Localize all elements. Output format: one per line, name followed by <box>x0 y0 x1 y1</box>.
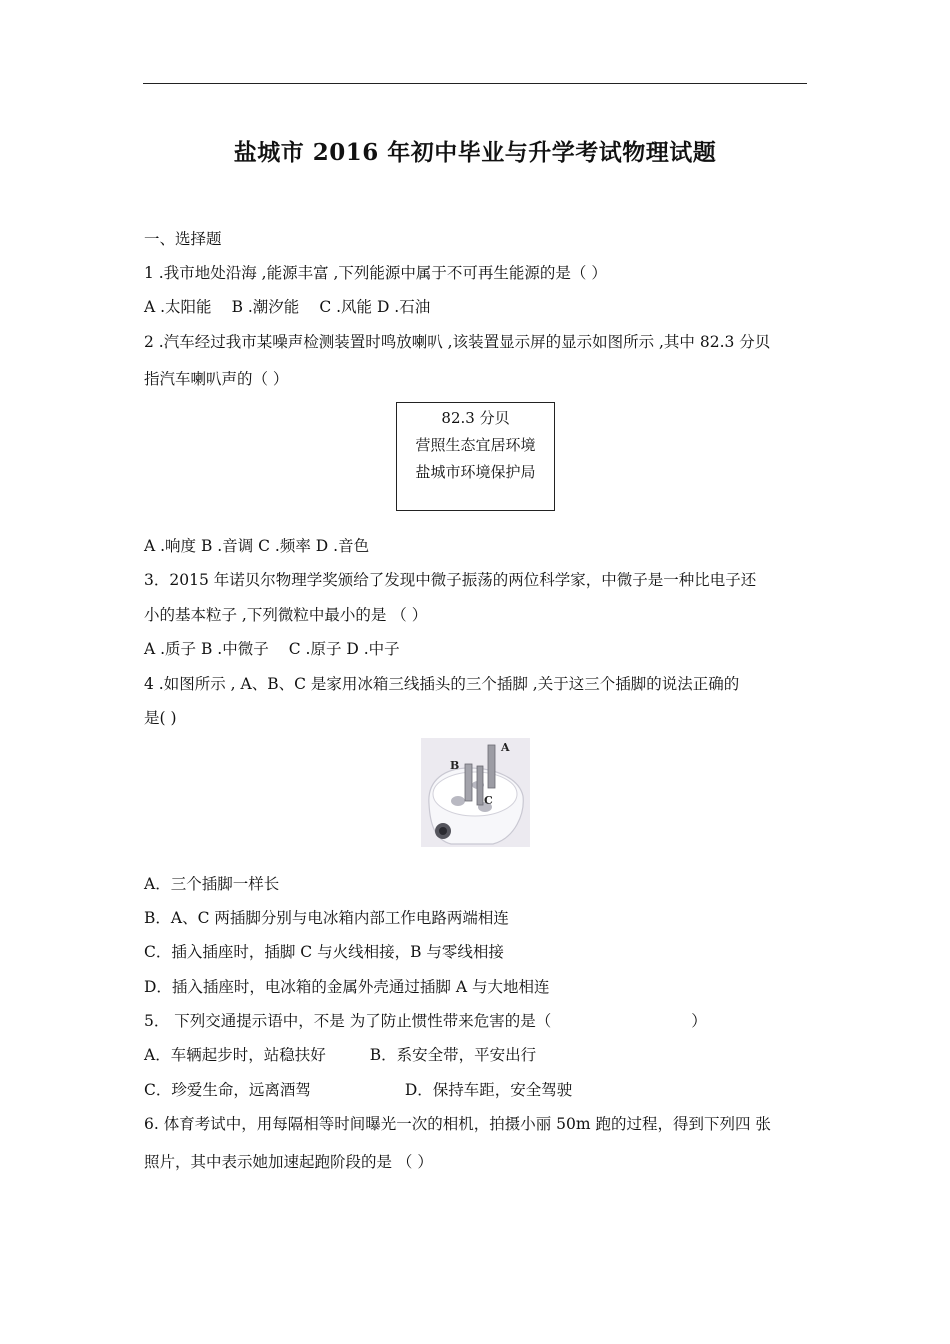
display-slogan: 营照生态宜居环境 <box>415 436 536 454</box>
display-reading: 82.3 分贝 <box>441 409 510 427</box>
q5-stem-text: 5． 下列交通提示语中，不是 为了防止惯性带来危害的是（ <box>144 1012 552 1030</box>
q1-option-cd: C .风能 D .石油 <box>319 298 431 316</box>
q2-options: A .响度 B .音调 C .频率 D .音色 <box>144 537 370 555</box>
q4-stem-line2: 是( ) <box>144 709 177 727</box>
q3-stem-line2: 小的基本粒子 ,下列微粒中最小的是 （ ） <box>144 606 428 624</box>
q5-options-row1 <box>144 1045 536 1065</box>
q6-stem-line1: 6. 体育考试中，用每隔相等时间曝光一次的相机，拍摄小丽 50m 跑的过程，得到下列四 张 <box>144 1115 771 1133</box>
q4-option-d: D．插入插座时，电冰箱的金属外壳通过插脚 A 与大地相连 <box>144 978 550 996</box>
q5-options-row2 <box>144 1080 572 1100</box>
q4-option-c: C．插入插座时，插脚 C 与火线相接，B 与零线相接 <box>144 943 504 961</box>
q2-stem-line2: 指汽车喇叭声的（ ） <box>144 370 289 388</box>
q6-stem-line2: 照片，其中表示她加速起跑阶段的是 （ ） <box>144 1153 433 1171</box>
q4-option-b: B．A、C 两插脚分别与电冰箱内部工作电路两端相连 <box>144 909 509 927</box>
display-agency: 盐城市环境保护局 <box>415 463 536 481</box>
pin-label-b: B <box>450 759 460 772</box>
pin-label-c: C <box>484 794 493 807</box>
q1-option-b: B .潮汐能 <box>231 298 300 316</box>
q1-stem: 1 .我市地处沿海 ,能源丰富 ,下列能源中属于不可再生能源的是（ ） <box>144 264 607 282</box>
q5-option-c: C．珍爱生命，远离酒驾 <box>144 1081 311 1099</box>
q3-options <box>144 639 400 659</box>
q3-option-ab: A .质子 B .中微子 <box>144 640 269 658</box>
section-heading: 一、选择题 <box>144 230 222 248</box>
q5-stem <box>144 1011 707 1031</box>
q4-option-a: A．三个插脚一样长 <box>144 875 280 893</box>
three-pin-plug-image <box>421 738 530 847</box>
q5-option-a: A．车辆起步时，站稳扶好 <box>144 1046 326 1064</box>
q2-stem-line1: 2 .汽车经过我市某噪声检测装置时鸣放喇叭 ,该装置显示屏的显示如图所示 ,其中 82.3 分贝 <box>144 333 771 351</box>
q3-stem-line1: 3．2015 年诺贝尔物理学奖颁给了发现中微子振荡的两位科学家，中微子是一种比电子还 <box>144 571 757 589</box>
q1-option-a: A .太阳能 <box>144 298 212 316</box>
q3-option-cd: C .原子 D .中子 <box>288 640 400 658</box>
q5-option-b: B．系安全带，平安出行 <box>369 1046 537 1064</box>
q4-stem-line1: 4 .如图所示 , A、B、C 是家用冰箱三线插头的三个插脚 ,关于这三个插脚的说法正确的 <box>144 675 740 693</box>
noise-display-figure <box>396 402 555 511</box>
q5-stem-close: ） <box>691 1012 707 1030</box>
q1-options <box>144 297 430 317</box>
pin-label-a: A <box>501 741 510 754</box>
page-title: 盐城市 2016 年初中毕业与升学考试物理试题 <box>233 139 717 166</box>
q5-option-d: D．保持车距，安全驾驶 <box>404 1081 573 1099</box>
header-rule <box>143 83 807 84</box>
